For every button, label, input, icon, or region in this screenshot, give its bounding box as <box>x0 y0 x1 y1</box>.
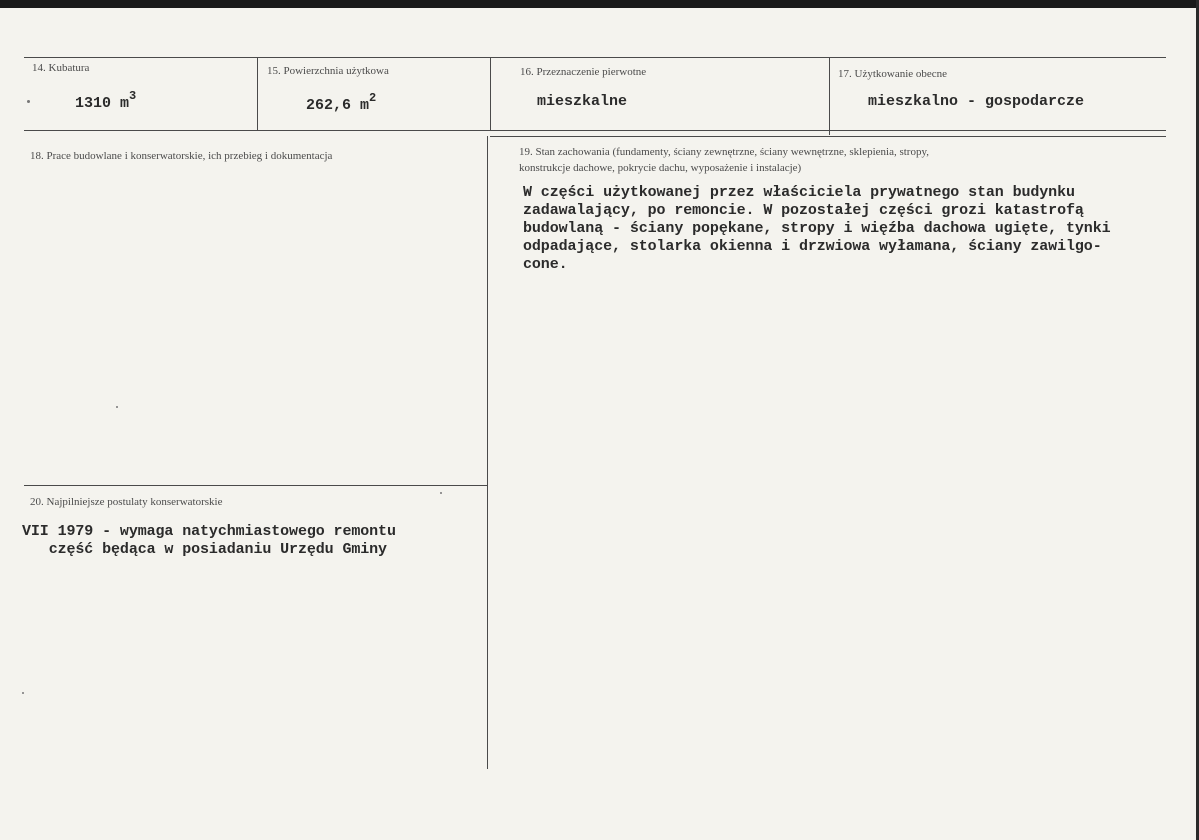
scan-speck <box>22 692 24 694</box>
stan-zachowania-line-4: odpadające, stolarka okienna i drzwiowa wyłamana, ściany zawilgo- <box>523 238 1102 255</box>
stan-zachowania-line-1: W części użytkowanej przez właściciela prywatnego stan budynku <box>523 184 1075 201</box>
scan-speck <box>116 406 118 408</box>
stan-zachowania-label-line1: 19. Stan zachowania (fundamenty, ściany zewnętrzne, ściany wewnętrzne, sklepienia, stropy, <box>519 146 930 158</box>
scan-speck <box>440 492 442 494</box>
uzytkowanie-value: mieszkalno - gospodarcze <box>868 93 1085 110</box>
divider-16-17 <box>829 57 830 135</box>
powierzchnia-number: 262,6 m <box>306 97 370 114</box>
record-card <box>0 8 1197 840</box>
rule-top <box>24 57 1166 58</box>
kubatura-exponent: 3 <box>129 89 137 103</box>
powierzchnia-value <box>306 93 376 114</box>
stan-zachowania-label-line2: konstrukcje dachowe, pokrycie dachu, wyposażenie i instalacje) <box>519 162 802 174</box>
postulaty-line-2: część będąca w posiadaniu Urzędu Gminy <box>22 541 387 558</box>
uzytkowanie-label: 17. Użytkowanie obecne <box>838 68 948 80</box>
scan-speck <box>27 100 30 103</box>
postulaty-line-1: VII 1979 - wymaga natychmiastowego remontu <box>22 523 396 540</box>
powierzchnia-exponent: 2 <box>369 91 377 105</box>
kubatura-value <box>75 91 136 112</box>
rule-section20-top <box>24 485 487 486</box>
card-top-edge <box>0 0 1199 8</box>
stan-zachowania-line-2: zadawalający, po remoncie. W pozostałej części grozi katastrofą <box>523 202 1084 219</box>
przeznaczenie-label: 16. Przeznaczenie pierwotne <box>520 66 647 78</box>
divider-left-right <box>487 136 488 769</box>
stan-zachowania-line-3: budowlaną - ściany popękane, stropy i więźba dachowa ugięte, tynki <box>523 220 1111 237</box>
divider-15-16 <box>490 57 491 130</box>
stan-zachowania-line-5: cone. <box>523 256 568 273</box>
rule-row1-bottom <box>24 130 1166 131</box>
prace-budowlane-label: 18. Prace budowlane i konserwatorskie, ich przebieg i dokumentacja <box>30 150 333 162</box>
rule-row1-bottom-right <box>490 136 1166 137</box>
przeznaczenie-value: mieszkalne <box>537 93 628 110</box>
powierzchnia-label: 15. Powierzchnia użytkowa <box>267 65 389 77</box>
kubatura-label: 14. Kubatura <box>32 62 90 74</box>
divider-14-15 <box>257 57 258 130</box>
kubatura-number: 1310 m <box>75 95 130 112</box>
postulaty-label: 20. Najpilniejsze postulaty konserwatorskie <box>30 496 223 508</box>
